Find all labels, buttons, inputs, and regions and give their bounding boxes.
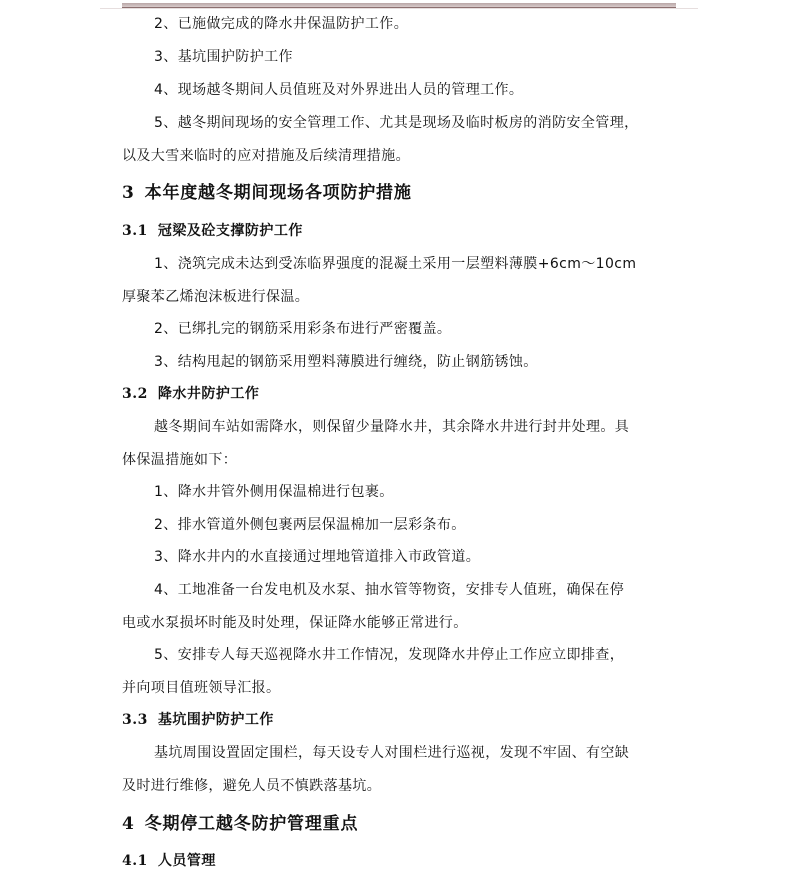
subsection-heading: [122, 851, 216, 871]
paragraph-line: 2、已施做完成的降水井保温防护工作。: [154, 16, 409, 32]
heading-text: 基坑围护防护工作: [157, 712, 274, 728]
heading-number: 3.3: [122, 712, 148, 728]
paragraph-line: 2、排水管道外侧包裹两层保温棉加一层彩条布。: [154, 517, 466, 533]
paragraph-line: 电或水泵损坏时能及时处理，保证降水能够正常进行。: [122, 615, 468, 631]
paragraph-line: 3、基坑围护防护工作: [154, 49, 293, 65]
paragraph-line: 并向项目值班领导汇报。: [122, 680, 281, 696]
heading-text: 冬期停工越冬防护管理重点: [144, 814, 359, 834]
heading-number: 4.1: [122, 853, 148, 869]
section-heading: [122, 182, 412, 204]
paragraph-line: 越冬期间车站如需降水，则保留少量降水井，其余降水井进行封井处理。具: [154, 419, 630, 435]
paragraph-line: 1、降水井管外侧用保温棉进行包裹。: [154, 484, 394, 500]
heading-text: 本年度越冬期间现场各项防护措施: [144, 183, 412, 203]
paragraph-line: 4、现场越冬期间人员值班及对外界进出人员的管理工作。: [154, 82, 524, 98]
subsection-heading: [122, 710, 274, 730]
paragraph-line: 以及大雪来临时的应对措施及后续清理措施。: [122, 148, 410, 164]
paragraph-line: 3、结构甩起的钢筋采用塑料薄膜进行缠绕，防止钢筋锈蚀。: [154, 354, 538, 370]
heading-number: 3.2: [122, 386, 148, 402]
paragraph-line: 3、降水井内的水直接通过埋地管道排入市政管道。: [154, 549, 481, 565]
paragraph-line: 5、安排专人每天巡视降水井工作情况，发现降水井停止工作应立即排查，: [154, 647, 625, 663]
heading-number: 4: [122, 814, 135, 834]
heading-text: 人员管理: [157, 853, 216, 869]
heading-text: 降水井防护工作: [157, 386, 260, 402]
paragraph-line: 厚聚苯乙烯泡沫板进行保温。: [122, 289, 310, 305]
paragraph-line: 2、已绑扎完的钢筋采用彩条布进行严密覆盖。: [154, 321, 452, 337]
heading-number: 3: [122, 183, 135, 203]
paragraph-line: 4、工地准备一台发电机及水泵、抽水管等物资，安排专人值班，确保在停: [154, 582, 625, 598]
paragraph-line: 5、越冬期间现场的安全管理工作、尤其是现场及临时板房的消防安全管理，: [154, 115, 639, 131]
subsection-heading: [122, 221, 303, 241]
section-heading: [122, 813, 358, 835]
paragraph-line: 基坑周围设置固定围栏，每天设专人对围栏进行巡视，发现不牢固、有空缺: [154, 745, 630, 761]
paragraph-line: 体保温措施如下：: [122, 452, 238, 468]
subsection-heading: [122, 384, 259, 404]
heading-text: 冠梁及砼支撑防护工作: [157, 223, 303, 239]
header-rule-thin: [100, 8, 698, 9]
paragraph-line: 1、浇筑完成未达到受冻临界强度的混凝土采用一层塑料薄膜+6cm～10cm: [154, 256, 637, 272]
paragraph-line: 及时进行维修，避免人员不慎跌落基坑。: [122, 778, 382, 794]
heading-number: 3.1: [122, 223, 148, 239]
